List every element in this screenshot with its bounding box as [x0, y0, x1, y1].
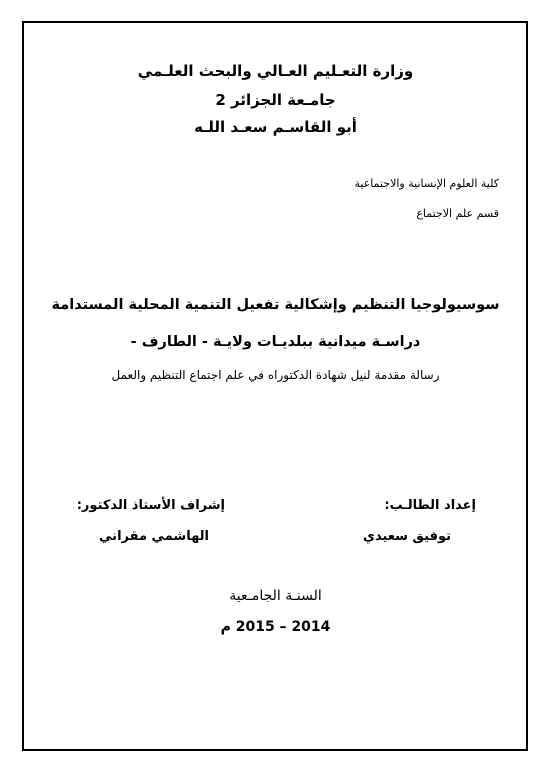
university-name: أبو القاسـم سعـد اللـه [194, 118, 357, 136]
faculty-name: كلية العلوم الإنسانية والاجتماعية [354, 177, 499, 190]
supervisor-label: إشراف الأستاذ الدكتور: [76, 498, 225, 513]
academic-year: 2014 – 2015 م [220, 619, 331, 635]
academic-year-label: السنـة الجامـعية [229, 588, 322, 604]
thesis-description: رسالة مقدمة لنيل شهادة الدكتوراه في علم اجتماع التنظيم والعمل [111, 368, 440, 382]
student-name: توفيق سعيدي [363, 529, 451, 544]
university-title: جامـعة الجزائر 2 [215, 91, 336, 109]
thesis-title: سوسيولوجيا التنظيم وإشكالية تفعيل التنمية المحلية المستدامة [51, 297, 500, 313]
thesis-subtitle: دراسـة ميدانية ببلديـات ولايـة - الطارف - [130, 334, 421, 350]
supervisor-name: الهاشمي مقراني [99, 529, 209, 544]
student-label: إعداد الطالـب: [384, 498, 476, 513]
department-name: قسم علم الاجتماع [416, 207, 499, 220]
ministry-name: وزارة التعـليم العـالي والبحث العلـمي [137, 62, 414, 80]
